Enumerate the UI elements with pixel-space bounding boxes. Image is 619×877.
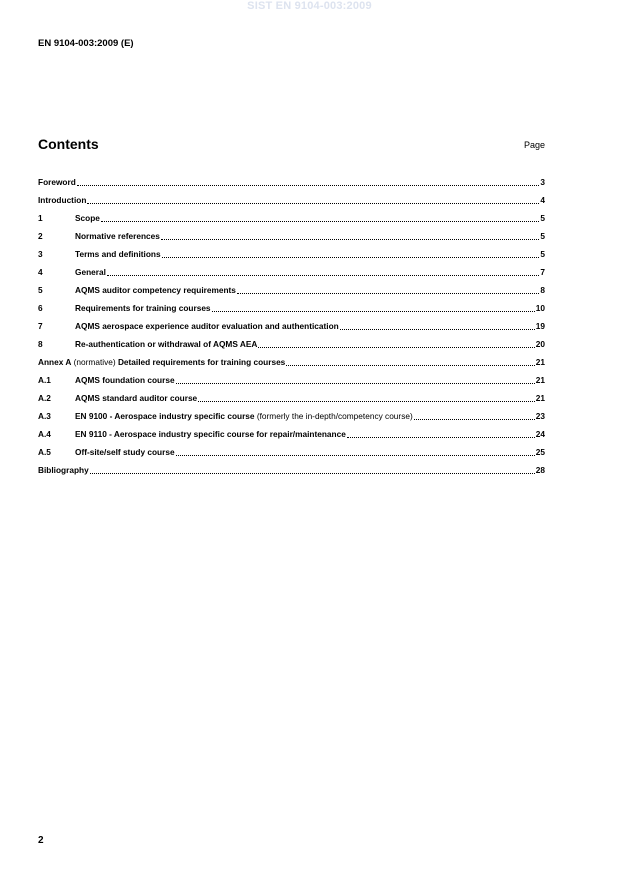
document-id: EN 9104-003:2009 (E) [38, 38, 134, 49]
toc-entry[interactable] [38, 461, 545, 479]
toc-entry-page: 25 [535, 447, 545, 457]
toc-entry-page: 20 [535, 339, 545, 349]
toc-entry-title: Off-site/self study course [75, 447, 175, 457]
toc-entry-title: Terms and definitions [75, 249, 161, 259]
toc-entry-title: General [75, 267, 106, 277]
toc-entry-page: 19 [535, 321, 545, 331]
toc-entry-number: 7 [38, 321, 43, 331]
toc-entry-title: AQMS aerospace experience auditor evaluation and authentication [75, 321, 339, 331]
toc-entry-title: AQMS foundation course [75, 375, 175, 385]
toc-dot-leader [101, 221, 539, 222]
toc-dot-leader [77, 185, 540, 186]
toc-entry-page: 21 [535, 375, 545, 385]
toc-entry-page: 3 [540, 177, 545, 187]
toc-dot-leader [258, 347, 534, 348]
toc-entry[interactable] [38, 281, 545, 299]
toc-entry[interactable] [38, 443, 545, 461]
toc-entry[interactable] [38, 173, 545, 191]
toc-entry[interactable] [38, 335, 545, 353]
toc-entry-title: Scope [75, 213, 100, 223]
toc-entry-title: Annex A (normative) Detailed requirements for training courses [38, 357, 286, 367]
toc-entry[interactable] [38, 191, 545, 209]
toc-entry-number: 4 [38, 267, 43, 277]
toc-entry-title: EN 9110 - Aerospace industry specific course for repair/maintenance [75, 429, 346, 439]
toc-entry-page: 5 [540, 213, 545, 223]
toc-dot-leader [161, 239, 540, 240]
toc-entry[interactable] [38, 425, 545, 443]
page-number: 2 [38, 835, 44, 846]
toc-entry-title: Foreword [38, 177, 76, 187]
toc-entry-number: 3 [38, 249, 43, 259]
toc-entry-title: Introduction [38, 195, 87, 205]
table-of-contents [38, 173, 545, 479]
toc-dot-leader [212, 311, 535, 312]
toc-entry-page: 21 [535, 393, 545, 403]
toc-entry-page: 4 [540, 195, 545, 205]
toc-entry-number: A.1 [38, 375, 51, 385]
toc-entry-title: AQMS standard auditor course [75, 393, 198, 403]
toc-entry-number: 2 [38, 231, 43, 241]
toc-entry-title: EN 9100 - Aerospace industry specific course (formerly the in-depth/competency course) [75, 411, 413, 421]
toc-entry[interactable] [38, 371, 545, 389]
toc-dot-leader [237, 293, 539, 294]
toc-entry-number: 8 [38, 339, 43, 349]
toc-entry-title: Normative references [75, 231, 160, 241]
toc-entry[interactable] [38, 317, 545, 335]
toc-dot-leader [286, 365, 534, 366]
toc-entry-page: 5 [540, 231, 545, 241]
toc-entry-number: A.2 [38, 393, 51, 403]
toc-entry[interactable] [38, 263, 545, 281]
toc-entry-page: 5 [540, 249, 545, 259]
toc-entry[interactable] [38, 389, 545, 407]
toc-entry-number: 6 [38, 303, 43, 313]
toc-dot-leader [87, 203, 539, 204]
toc-entry-title: AQMS auditor competency requirements [75, 285, 236, 295]
toc-entry[interactable] [38, 209, 545, 227]
toc-entry-page: 24 [535, 429, 545, 439]
toc-entry-title: Requirements for training courses [75, 303, 211, 313]
toc-dot-leader [162, 257, 540, 258]
toc-dot-leader [90, 473, 535, 474]
toc-entry-page: 10 [535, 303, 545, 313]
toc-entry-number: A.5 [38, 447, 51, 457]
toc-entry-title: Re-authentication or withdrawal of AQMS AEA [75, 339, 258, 349]
toc-entry[interactable] [38, 353, 545, 371]
watermark: SIST EN 9104-003:2009 [247, 0, 372, 12]
toc-entry-page: 28 [535, 465, 545, 475]
toc-entry-number: 5 [38, 285, 43, 295]
toc-entry-title: Bibliography [38, 465, 89, 475]
toc-entry-number: A.4 [38, 429, 51, 439]
toc-dot-leader [198, 401, 535, 402]
toc-dot-leader [176, 455, 535, 456]
toc-entry-page: 21 [535, 357, 545, 367]
toc-dot-leader [176, 383, 535, 384]
toc-entry[interactable] [38, 245, 545, 263]
page-column-label: Page [523, 140, 545, 150]
toc-dot-leader [347, 437, 535, 438]
toc-entry[interactable] [38, 407, 545, 425]
toc-dot-leader [414, 419, 535, 420]
toc-entry-page: 23 [535, 411, 545, 421]
toc-entry-page: 7 [540, 267, 545, 277]
toc-entry[interactable] [38, 227, 545, 245]
toc-entry-page: 8 [540, 285, 545, 295]
contents-heading: Contents [38, 136, 99, 152]
toc-entry[interactable] [38, 299, 545, 317]
toc-dot-leader [340, 329, 535, 330]
toc-dot-leader [107, 275, 539, 276]
toc-entry-number: 1 [38, 213, 43, 223]
toc-entry-number: A.3 [38, 411, 51, 421]
